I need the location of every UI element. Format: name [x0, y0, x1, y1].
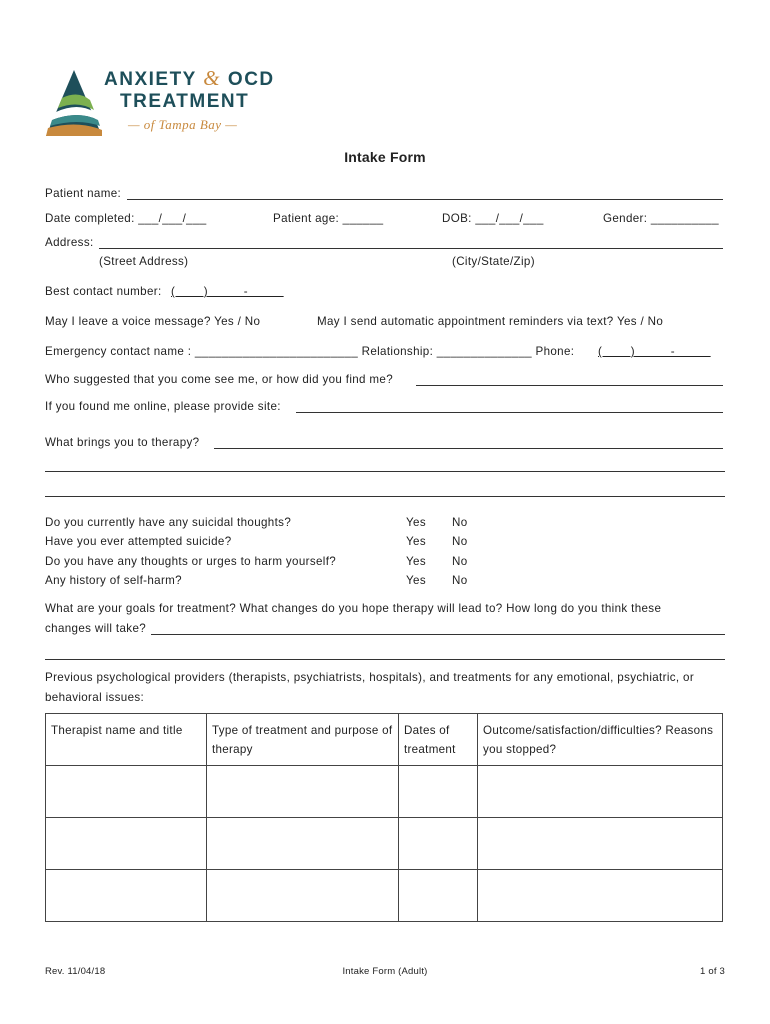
- city-state-zip-caption: (City/State/Zip): [452, 255, 535, 268]
- yes-option[interactable]: Yes: [406, 535, 426, 548]
- found-online-field[interactable]: [296, 400, 723, 413]
- table-header-cell: Outcome/satisfaction/difficulties? Reasons you stopped?: [478, 714, 723, 766]
- emergency-phone-field[interactable]: ( ) -: [598, 345, 711, 358]
- table-row: [46, 818, 723, 870]
- table-cell[interactable]: [46, 818, 207, 870]
- yes-option[interactable]: Yes: [406, 555, 426, 568]
- gender-field[interactable]: Gender: __________: [603, 212, 719, 225]
- goals-question-line-2: changes will take?: [45, 622, 147, 635]
- footer-title: Intake Form (Adult): [342, 966, 428, 977]
- page-title: Intake Form: [344, 149, 426, 165]
- logo-mark-icon: [44, 70, 104, 136]
- address-field[interactable]: [99, 236, 723, 249]
- emergency-contact-row[interactable]: Emergency contact name : ________________________ Relationship: ______________ Phone:: [45, 345, 575, 358]
- address-label: Address:: [45, 236, 94, 249]
- previous-providers-line-1: Previous psychological providers (therapists, psychiatrists, hospitals), and treatments for any emotional, psychiatric, or: [45, 671, 695, 684]
- table-cell[interactable]: [207, 766, 399, 818]
- no-option[interactable]: No: [452, 535, 468, 548]
- table-cell[interactable]: [46, 870, 207, 922]
- table-row: [46, 766, 723, 818]
- logo-line2: TREATMENT: [120, 91, 250, 112]
- table-row: [46, 870, 723, 922]
- table-cell[interactable]: [207, 818, 399, 870]
- table-cell[interactable]: [46, 766, 207, 818]
- logo: [44, 66, 284, 142]
- logo-line1b: OCD: [227, 69, 275, 90]
- street-address-caption: (Street Address): [99, 255, 189, 268]
- logo-line1: ANXIETY: [104, 69, 197, 90]
- who-suggested-label: Who suggested that you come see me, or how did you find me?: [45, 373, 394, 386]
- question-suicidal-thoughts: Do you currently have any suicidal thoughts?: [45, 516, 292, 529]
- question-attempted-suicide: Have you ever attempted suicide?: [45, 535, 232, 548]
- what-brings-field-line-3[interactable]: [45, 484, 725, 497]
- table-header-row: [46, 714, 723, 766]
- no-option[interactable]: No: [452, 574, 468, 587]
- what-brings-label: What brings you to therapy?: [45, 436, 200, 449]
- date-completed-field[interactable]: Date completed: ___/___/___: [45, 212, 207, 225]
- question-self-harm-history: Any history of self-harm?: [45, 574, 182, 587]
- providers-table: [45, 713, 723, 922]
- yes-option[interactable]: Yes: [406, 574, 426, 587]
- table-cell[interactable]: [399, 870, 478, 922]
- who-suggested-field[interactable]: [416, 373, 723, 386]
- goals-field-line-2[interactable]: [45, 647, 725, 660]
- table-cell[interactable]: [207, 870, 399, 922]
- table-header-cell: Dates of treatment: [399, 714, 478, 766]
- footer-revision: Rev. 11/04/18: [45, 966, 106, 977]
- no-option[interactable]: No: [452, 516, 468, 529]
- text-reminders-question[interactable]: May I send automatic appointment reminders via text? Yes / No: [317, 315, 664, 328]
- patient-name-field[interactable]: [127, 187, 723, 200]
- goals-field[interactable]: [151, 622, 725, 635]
- table-header-cell: Type of treatment and purpose of therapy: [207, 714, 399, 766]
- what-brings-field-line-2[interactable]: [45, 459, 725, 472]
- question-harm-urges: Do you have any thoughts or urges to harm yourself?: [45, 555, 337, 568]
- what-brings-field[interactable]: [214, 436, 723, 449]
- logo-tagline: — of Tampa Bay —: [128, 117, 238, 132]
- logo-ampersand: &: [203, 66, 222, 90]
- yes-option[interactable]: Yes: [406, 516, 426, 529]
- no-option[interactable]: No: [452, 555, 468, 568]
- found-online-label: If you found me online, please provide site:: [45, 400, 281, 413]
- table-cell[interactable]: [399, 818, 478, 870]
- dob-field[interactable]: DOB: ___/___/___: [442, 212, 544, 225]
- patient-age-field[interactable]: Patient age: ______: [273, 212, 384, 225]
- voice-message-question[interactable]: May I leave a voice message? Yes / No: [45, 315, 261, 328]
- best-contact-field[interactable]: ( ) -: [171, 285, 284, 298]
- table-cell[interactable]: [478, 870, 723, 922]
- patient-name-label: Patient name:: [45, 187, 122, 200]
- table-header-cell: Therapist name and title: [46, 714, 207, 766]
- previous-providers-line-2: behavioral issues:: [45, 691, 145, 704]
- table-cell[interactable]: [399, 766, 478, 818]
- table-cell[interactable]: [478, 818, 723, 870]
- footer-page-number: 1 of 3: [700, 966, 725, 977]
- table-cell[interactable]: [478, 766, 723, 818]
- best-contact-label: Best contact number:: [45, 285, 162, 298]
- goals-question-line-1: What are your goals for treatment? What changes do you hope therapy will lead to? How long do you think these: [45, 602, 662, 615]
